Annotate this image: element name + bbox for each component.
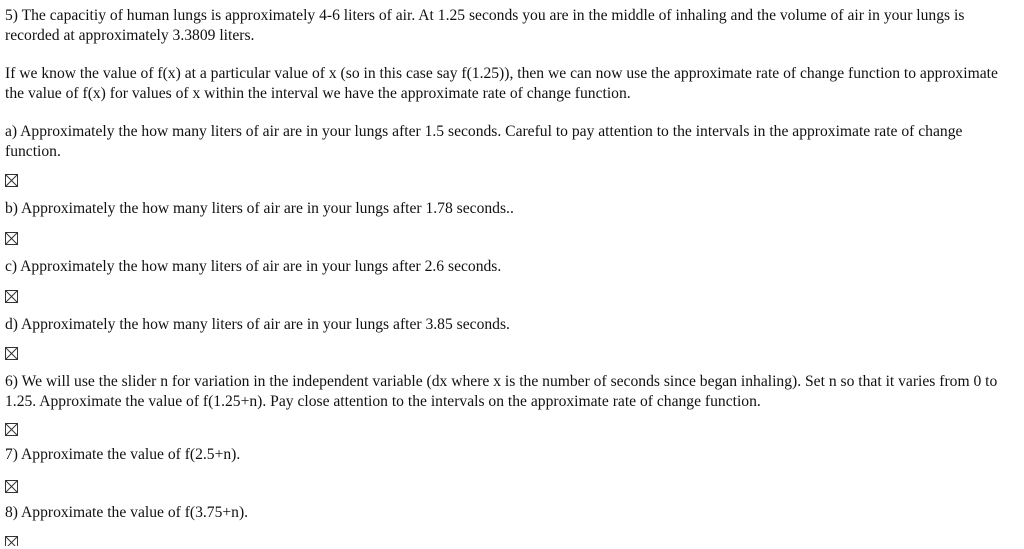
question-6: 6) We will use the slider n for variation in the independent variable (dx where x is the number of seconds since began inhaling). Set n so that it varies from 0 to 1.25. Approximate the value of f(1.25+n). Pay close attention to the intervals on the approximate rate of change function. [5,373,998,410]
answer-box-8[interactable] [5,536,18,549]
answer-box-5d[interactable] [5,347,18,360]
broken-image-icon [5,536,18,546]
broken-image-icon [5,480,18,493]
question-5-intro: 5) The capacitiy of human lungs is approximately 4-6 liters of air. At 1.25 seconds you are in the middle of inhaling and the volume of air in your lungs is recorded at approximately 3.3809 liters. [5,7,965,44]
broken-image-icon [5,174,18,187]
answer-box-5c[interactable] [5,290,18,303]
broken-image-icon [5,423,18,436]
question-5c: c) Approximately the how many liters of air are in your lungs after 2.6 seconds. [5,258,502,275]
question-5-note: If we know the value of f(x) at a particular value of x (so in this case say f(1.25)), then we can now use the approximate rate of change function to approximate the value of f(x) for values of x within the interval we have the approximate rate of change function. [5,65,998,102]
question-7: 7) Approximate the value of f(2.5+n). [5,446,241,463]
question-5b: b) Approximately the how many liters of air are in your lungs after 1.78 seconds.. [5,200,514,217]
broken-image-icon [5,290,18,303]
broken-image-icon [5,232,18,245]
question-5a: a) Approximately the how many liters of air are in your lungs after 1.5 seconds. Careful to pay attention to the intervals in the approximate rate of change function. [5,123,963,160]
answer-box-7[interactable] [5,480,18,493]
answer-box-5a[interactable] [5,174,18,187]
answer-box-6[interactable] [5,423,18,436]
answer-box-5b[interactable] [5,232,18,245]
broken-image-icon [5,347,18,360]
question-8: 8) Approximate the value of f(3.75+n). [5,504,249,521]
question-5d: d) Approximately the how many liters of air are in your lungs after 3.85 seconds. [5,316,510,333]
